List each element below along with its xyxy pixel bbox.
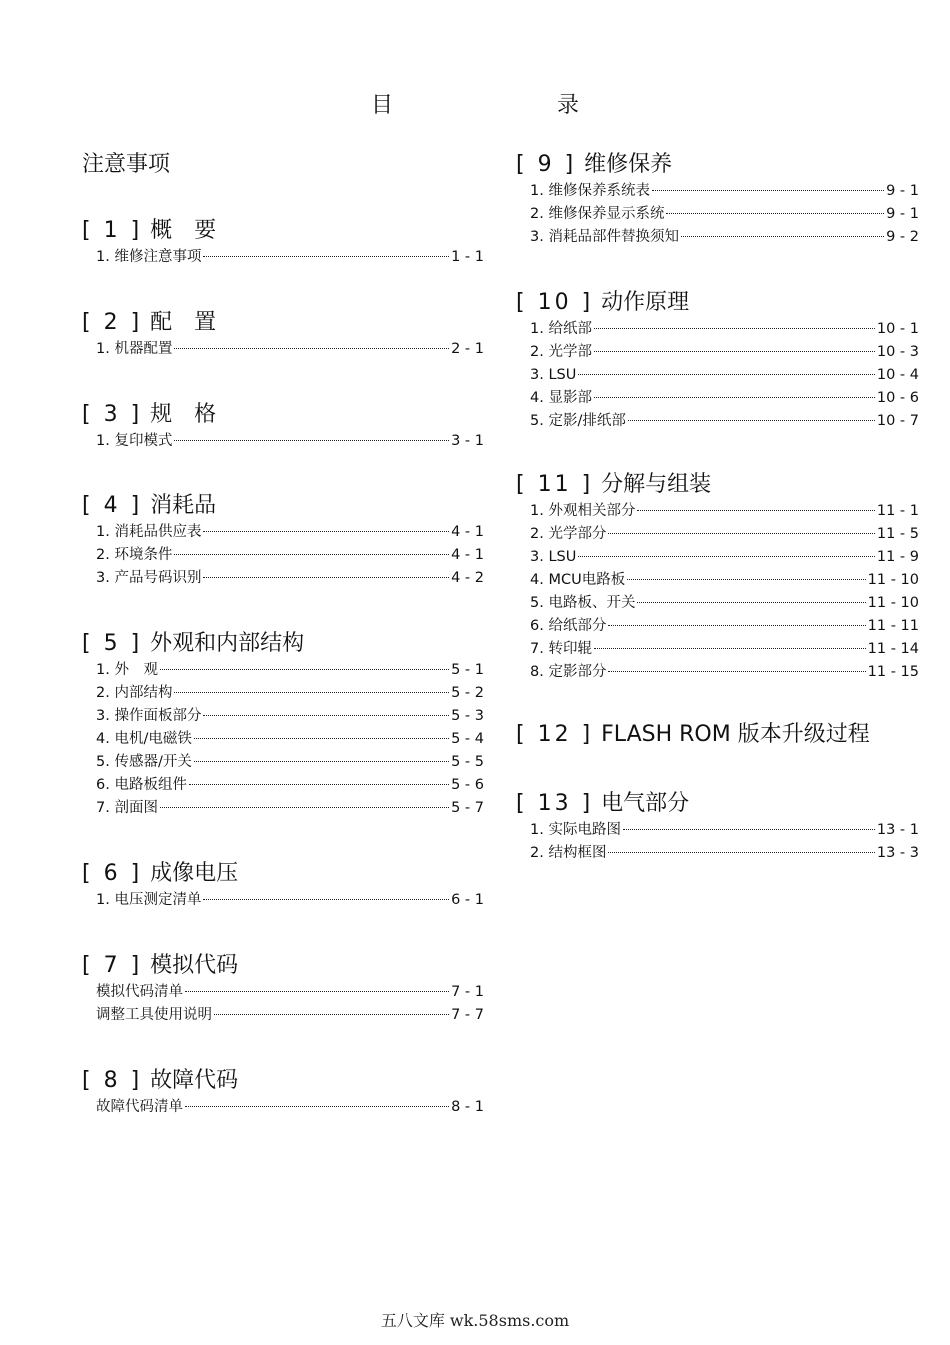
dot-leader: [637, 602, 865, 603]
entry-page-number: 10 - 7: [876, 413, 919, 429]
entry-label: 6. 电路板组件: [96, 777, 187, 793]
entry-label: 2. 结构框图: [530, 845, 607, 861]
entry-label: 1. 电压测定清单: [96, 892, 202, 908]
section-heading[interactable]: [82, 1066, 484, 1096]
section-heading[interactable]: [82, 216, 484, 246]
toc-entry[interactable]: [82, 544, 484, 567]
section-heading[interactable]: [82, 491, 484, 521]
toc-section-9: [516, 150, 919, 249]
toc-entry[interactable]: [82, 705, 484, 728]
section-heading[interactable]: [516, 789, 919, 819]
entry-label: 4. 显影部: [530, 390, 592, 406]
entry-label: 故障代码清单: [96, 1099, 183, 1115]
entry-label: 5. 传感器/开关: [96, 754, 192, 770]
toc-entry[interactable]: [82, 246, 484, 269]
dot-leader: [628, 420, 875, 421]
section-heading[interactable]: [82, 308, 484, 338]
dot-leader: [203, 531, 449, 532]
toc-entry[interactable]: [516, 203, 919, 226]
toc-section-1: [82, 216, 484, 269]
toc-entry[interactable]: [82, 521, 484, 544]
entry-label: 4. 电机/电磁铁: [96, 731, 192, 747]
dot-leader: [174, 554, 449, 555]
toc-entry[interactable]: [82, 430, 484, 453]
section-entries: [516, 819, 919, 865]
section-entries: [82, 659, 484, 820]
section-heading[interactable]: [516, 470, 919, 500]
section-heading[interactable]: [82, 951, 484, 981]
dot-leader: [214, 1014, 449, 1015]
entry-page-number: 5 - 1: [451, 662, 484, 678]
section-entries: [82, 889, 484, 912]
section-title: 分解与组装: [601, 472, 712, 497]
dot-leader: [594, 648, 866, 649]
toc-entry[interactable]: [516, 546, 919, 569]
entry-label: 3. LSU: [530, 549, 577, 565]
section-entries: [82, 430, 484, 453]
section-title: 消耗品: [150, 493, 217, 518]
entry-label: 2. 光学部分: [530, 526, 607, 542]
dot-leader: [666, 213, 884, 214]
toc-entry[interactable]: [82, 751, 484, 774]
entry-page-number: 13 - 3: [876, 845, 919, 861]
entry-label: 模拟代码清单: [96, 984, 183, 1000]
entry-page-number: 6 - 1: [451, 892, 484, 908]
toc-section-3: [82, 400, 484, 453]
dot-leader: [203, 715, 449, 716]
dot-leader: [652, 190, 884, 191]
section-number: [ 13 ]: [516, 791, 594, 816]
entry-label: 1. 复印模式: [96, 433, 173, 449]
section-number: [ 9 ]: [516, 152, 577, 177]
entry-label: 2. 内部结构: [96, 685, 173, 701]
section-heading[interactable]: [516, 288, 919, 318]
section-number: [ 2 ]: [82, 310, 143, 335]
section-title: 规 格: [150, 402, 217, 427]
toc-section-13: [516, 789, 919, 865]
toc-entry[interactable]: [516, 500, 919, 523]
toc-entry[interactable]: [516, 615, 919, 638]
dot-leader: [160, 807, 449, 808]
section-heading[interactable]: [82, 400, 484, 430]
section-title: 故障代码: [150, 1068, 239, 1093]
entry-page-number: 9 - 2: [886, 229, 919, 245]
section-title: 模拟代码: [150, 953, 239, 978]
dot-leader: [185, 1106, 449, 1107]
toc-section-2: [82, 308, 484, 361]
entry-page-number: 4 - 1: [451, 524, 484, 540]
entry-page-number: 11 - 15: [867, 664, 919, 680]
section-entries: [516, 318, 919, 433]
toc-section-11: [516, 470, 919, 684]
dot-leader: [160, 669, 449, 670]
dot-leader: [189, 784, 449, 785]
section-entries: [516, 500, 919, 684]
dot-leader: [594, 328, 875, 329]
section-title: 电气部分: [601, 791, 690, 816]
entry-page-number: 5 - 5: [451, 754, 484, 770]
footer-watermark: 五八文库 wk.58sms.com: [380, 1311, 570, 1330]
toc-entry[interactable]: [516, 318, 919, 341]
dot-leader: [608, 671, 865, 672]
dot-leader: [623, 829, 875, 830]
entry-label: 3. LSU: [530, 367, 577, 383]
section-heading[interactable]: [82, 629, 484, 659]
section-title: FLASH ROM 版本升级过程: [601, 722, 870, 747]
entry-page-number: 4 - 1: [451, 547, 484, 563]
toc-entry[interactable]: [516, 387, 919, 410]
dot-leader: [681, 236, 884, 237]
entry-page-number: 5 - 3: [451, 708, 484, 724]
toc-entry[interactable]: [82, 981, 484, 1004]
toc-section-12: [516, 720, 919, 750]
dot-leader: [194, 761, 449, 762]
entry-page-number: 11 - 10: [867, 595, 919, 611]
dot-leader: [608, 625, 865, 626]
section-entries: [82, 338, 484, 361]
section-heading[interactable]: [516, 720, 919, 750]
dot-leader: [203, 899, 449, 900]
section-number: [ 11 ]: [516, 472, 594, 497]
toc-entry[interactable]: [516, 661, 919, 684]
entry-label: 7. 转印辊: [530, 641, 592, 657]
section-number: [ 10 ]: [516, 290, 594, 315]
section-entries: [516, 180, 919, 249]
entry-page-number: 10 - 3: [876, 344, 919, 360]
entry-page-number: 5 - 2: [451, 685, 484, 701]
toc-section-5: [82, 629, 484, 820]
entry-page-number: 4 - 2: [451, 570, 484, 586]
entry-label: 2. 环境条件: [96, 547, 173, 563]
toc-section-7: [82, 951, 484, 1027]
toc-entry[interactable]: [82, 797, 484, 820]
entry-label: 1. 给纸部: [530, 321, 592, 337]
toc-entry[interactable]: [82, 728, 484, 751]
dot-leader: [578, 374, 875, 375]
section-number: [ 8 ]: [82, 1068, 143, 1093]
section-number: [ 6 ]: [82, 861, 143, 886]
entry-label: 调整工具使用说明: [96, 1007, 212, 1023]
toc-entry[interactable]: [82, 682, 484, 705]
section-title: 概 要: [150, 218, 217, 243]
dot-leader: [185, 991, 449, 992]
entry-page-number: 3 - 1: [451, 433, 484, 449]
entry-page-number: 9 - 1: [886, 206, 919, 222]
section-number: [ 5 ]: [82, 631, 143, 656]
section-title: 外观和内部结构: [150, 631, 305, 656]
toc-entry[interactable]: [516, 226, 919, 249]
entry-page-number: 13 - 1: [876, 822, 919, 838]
entry-label: 3. 产品号码识别: [96, 570, 202, 586]
toc-entry[interactable]: [516, 341, 919, 364]
dot-leader: [174, 440, 449, 441]
page-title: 目 录: [370, 93, 619, 118]
section-title: 维修保养: [584, 152, 673, 177]
section-entries: [82, 981, 484, 1027]
entry-label: 1. 实际电路图: [530, 822, 621, 838]
toc-entry[interactable]: [516, 638, 919, 661]
entry-page-number: 10 - 1: [876, 321, 919, 337]
section-entries: [82, 1096, 484, 1119]
entry-page-number: 10 - 6: [876, 390, 919, 406]
entry-page-number: 11 - 9: [876, 549, 919, 565]
entry-label: 7. 剖面图: [96, 800, 158, 816]
entry-label: 1. 维修注意事项: [96, 249, 202, 265]
section-title: 动作原理: [601, 290, 690, 315]
section-entries: [82, 521, 484, 590]
section-number: [ 4 ]: [82, 493, 143, 518]
dot-leader: [637, 510, 874, 511]
dot-leader: [594, 351, 875, 352]
toc-entry[interactable]: [516, 592, 919, 615]
entry-label: 1. 外 观: [96, 662, 158, 678]
toc-entry[interactable]: [82, 774, 484, 797]
entry-label: 3. 消耗品部件替换须知: [530, 229, 679, 245]
section-heading[interactable]: [516, 150, 919, 180]
entry-label: 8. 定影部分: [530, 664, 607, 680]
section-number: [ 12 ]: [516, 722, 594, 747]
toc-section-10: [516, 288, 919, 433]
notice-heading[interactable]: 注意事项: [82, 152, 171, 177]
section-entries: [82, 246, 484, 269]
toc-entry[interactable]: [82, 338, 484, 361]
entry-page-number: 5 - 7: [451, 800, 484, 816]
dot-leader: [608, 852, 874, 853]
toc-entry[interactable]: [516, 180, 919, 203]
entry-page-number: 2 - 1: [451, 341, 484, 357]
entry-label: 4. MCU电路板: [530, 572, 626, 588]
toc-entry[interactable]: [82, 1004, 484, 1027]
toc-entry[interactable]: [516, 842, 919, 865]
dot-leader: [174, 348, 449, 349]
entry-page-number: 9 - 1: [886, 183, 919, 199]
section-number: [ 7 ]: [82, 953, 143, 978]
dot-leader: [174, 692, 449, 693]
entry-page-number: 7 - 1: [451, 984, 484, 1000]
entry-page-number: 5 - 4: [451, 731, 484, 747]
entry-page-number: 11 - 14: [867, 641, 919, 657]
toc-entry[interactable]: [82, 567, 484, 590]
entry-label: 1. 维修保养系统表: [530, 183, 650, 199]
entry-page-number: 11 - 10: [867, 572, 919, 588]
toc-entry[interactable]: [516, 364, 919, 387]
toc-entry[interactable]: [516, 410, 919, 433]
dot-leader: [627, 579, 865, 580]
section-heading[interactable]: [82, 859, 484, 889]
entry-label: 5. 定影/排纸部: [530, 413, 626, 429]
dot-leader: [194, 738, 449, 739]
section-title: 配 置: [150, 310, 217, 335]
toc-entry[interactable]: [82, 659, 484, 682]
dot-leader: [203, 256, 449, 257]
entry-label: 2. 维修保养显示系统: [530, 206, 665, 222]
toc-entry[interactable]: [516, 819, 919, 842]
entry-label: 6. 给纸部分: [530, 618, 607, 634]
entry-page-number: 11 - 11: [867, 618, 919, 634]
dot-leader: [203, 577, 449, 578]
section-title: 成像电压: [150, 861, 239, 886]
entry-label: 2. 光学部: [530, 344, 592, 360]
section-number: [ 1 ]: [82, 218, 143, 243]
toc-section-6: [82, 859, 484, 912]
entry-label: 3. 操作面板部分: [96, 708, 202, 724]
entry-page-number: 7 - 7: [451, 1007, 484, 1023]
entry-label: 1. 机器配置: [96, 341, 173, 357]
section-number: [ 3 ]: [82, 402, 143, 427]
entry-page-number: 10 - 4: [876, 367, 919, 383]
toc-entry[interactable]: [82, 889, 484, 912]
toc-section-8: [82, 1066, 484, 1119]
dot-leader: [608, 533, 874, 534]
toc-entry[interactable]: [516, 569, 919, 592]
toc-entry[interactable]: [516, 523, 919, 546]
toc-entry[interactable]: [82, 1096, 484, 1119]
entry-page-number: 5 - 6: [451, 777, 484, 793]
entry-page-number: 1 - 1: [451, 249, 484, 265]
entry-label: 5. 电路板、开关: [530, 595, 636, 611]
entry-page-number: 11 - 1: [876, 503, 919, 519]
entry-label: 1. 消耗品供应表: [96, 524, 202, 540]
toc-section-4: [82, 491, 484, 590]
dot-leader: [578, 556, 875, 557]
entry-page-number: 11 - 5: [876, 526, 919, 542]
entry-label: 1. 外观相关部分: [530, 503, 636, 519]
dot-leader: [594, 397, 875, 398]
entry-page-number: 8 - 1: [451, 1099, 484, 1115]
